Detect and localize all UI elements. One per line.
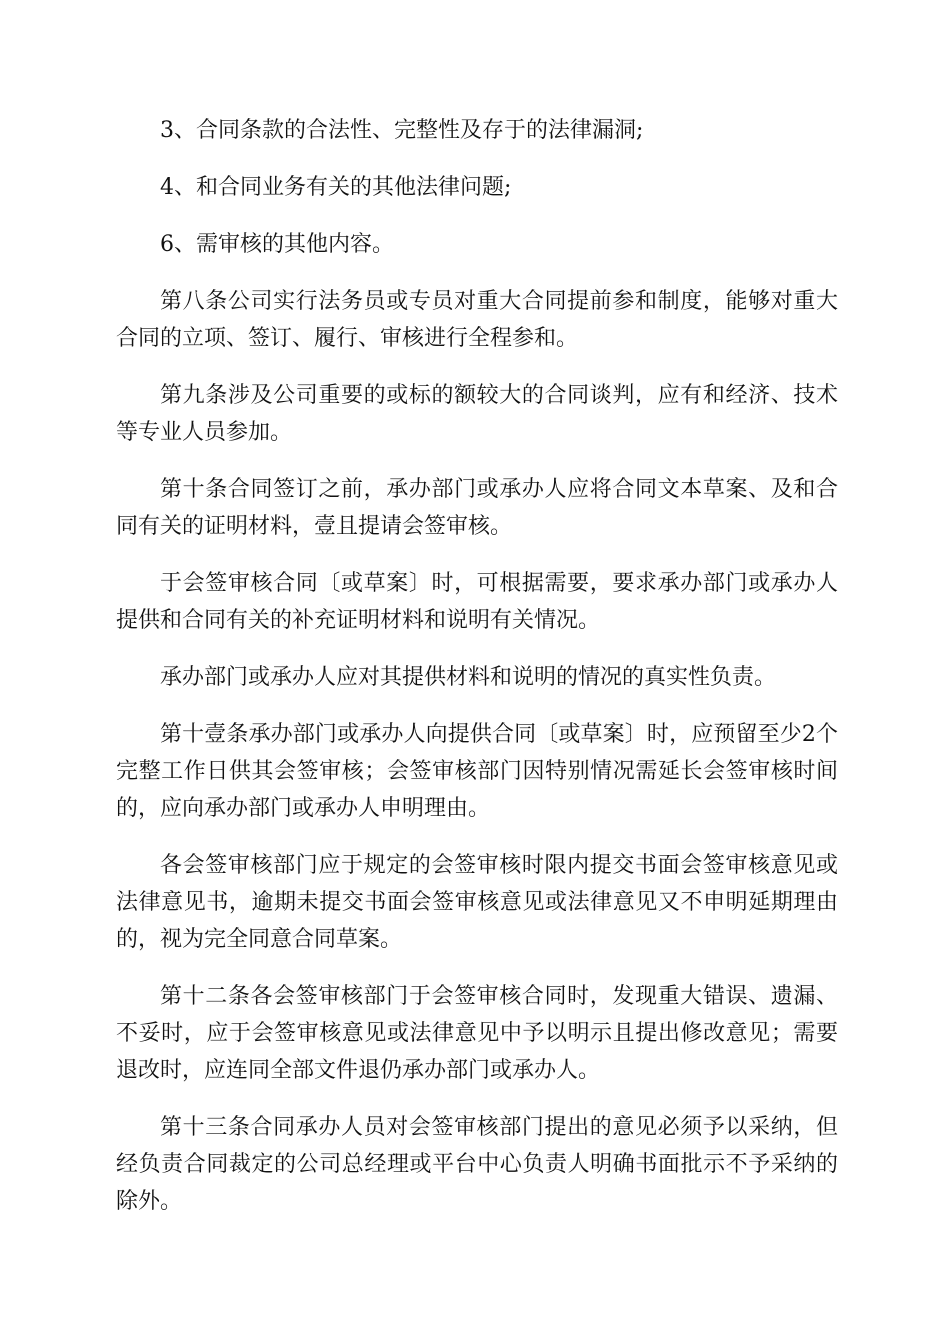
paragraph-item-3: 3、合同条款的合法性、完整性及存于的法律漏洞;	[160, 118, 644, 143]
article-11-deadline-paragraph: 各会签审核部门应于规定的会签审核时限内提交书面会签审核意见或法律意见书，逾期未提交书面会签审核意见或法律意见又不申明延期理由的，视为完全同意合同草案。	[116, 853, 838, 952]
article-11-paragraph: 第十壹条承办部门或承办人向提供合同〔或草案〕时，应预留至少2个完整工作日供其会签审核；会签审核部门因特别情况需延长会签审核时间的，应向承办部门或承办人申明理由。	[116, 722, 838, 821]
article-8-paragraph: 第八条公司实行法务员或专员对重大合同提前参和制度，能够对重大合同的立项、签订、履行、审核进行全程参和。	[116, 289, 838, 351]
article-10-supplement-paragraph: 于会签审核合同〔或草案〕时，可根据需要，要求承办部门或承办人提供和合同有关的补充证明材料和说明有关情况。	[116, 571, 838, 633]
article-12-paragraph: 第十二条各会签审核部门于会签审核合同时，发现重大错误、遗漏、不妥时，应于会签审核意见或法律意见中予以明示且提出修改意见；需要退改时，应连同全部文件退仍承办部门或承办人。	[116, 984, 838, 1083]
article-9-paragraph: 第九条涉及公司重要的或标的额较大的合同谈判，应有和经济、技术等专业人员参加。	[116, 383, 838, 445]
paragraph-item-4: 4、和合同业务有关的其他法律问题;	[160, 175, 512, 200]
article-10-responsibility-paragraph: 承办部门或承办人应对其提供材料和说明的情况的真实性负责。	[160, 665, 777, 690]
document-body	[116, 112, 838, 1240]
article-13-paragraph: 第十三条合同承办人员对会签审核部门提出的意见必须予以采纳，但经负责合同裁定的公司总经理或平台中心负责人明确书面批示不予采纳的除外。	[116, 1115, 838, 1214]
paragraph-item-6: 6、需审核的其他内容。	[160, 232, 394, 257]
article-10-paragraph: 第十条合同签订之前，承办部门或承办人应将合同文本草案、及和合同有关的证明材料，壹且提请会签审核。	[116, 477, 838, 539]
